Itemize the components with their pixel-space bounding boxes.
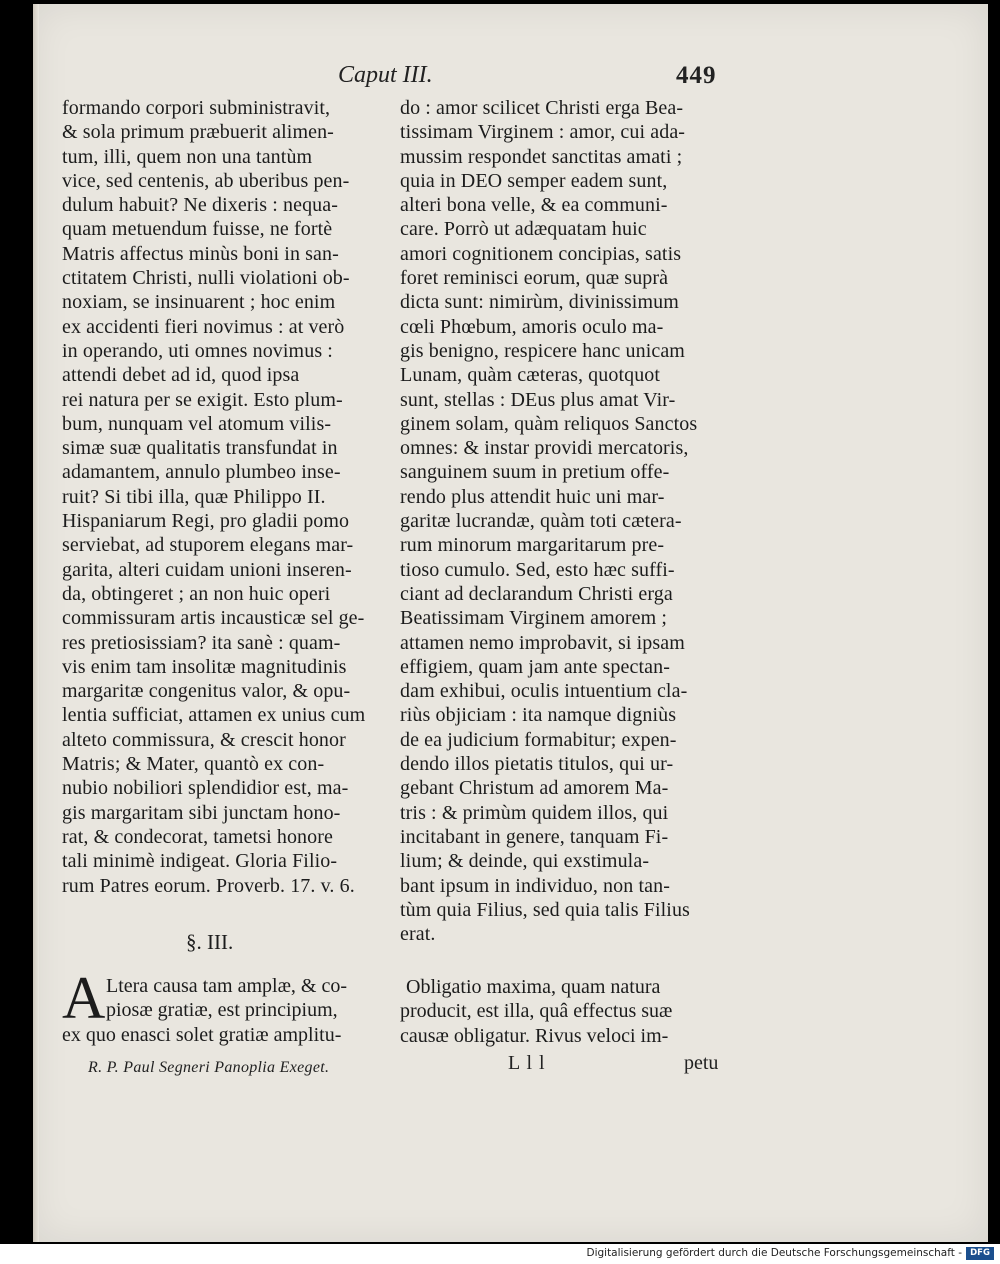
text-line: sanguinem suum in pretium offe- (400, 461, 670, 484)
text-line: bant ipsum in individuo, non tan- (400, 874, 670, 897)
text-line: lentia sufficiat, attamen ex unius cum (62, 704, 366, 727)
text-line: rendo plus attendit huic uni mar- (400, 485, 665, 508)
text-line: Lunam, quàm cæteras, quotquot (400, 364, 661, 387)
text-line: garita, alteri cuidam unioni inseren- (62, 558, 352, 581)
right-column-tail (400, 975, 730, 1048)
section-heading: §. III. (186, 930, 234, 954)
text-line: dendo illos pietatis titulos, qui ur- (400, 753, 674, 776)
text-line: adamantem, annulo plumbeo inse- (62, 461, 341, 484)
text-line: tum, illi, quem non una tantùm (62, 145, 313, 168)
section-opening (62, 965, 378, 1047)
text-line: formando corpori subministravit, (62, 97, 331, 119)
text-line: gis margaritam sibi junctam hono- (62, 801, 341, 824)
text-line: erat. (400, 923, 436, 946)
text-line: Beatissimam Virginem amorem ; (400, 607, 668, 630)
text-line: nubio nobiliori splendidior est, ma- (62, 777, 349, 800)
text-line: attendi debet ad id, quod ipsa (62, 364, 300, 387)
text-line: quia in DEO semper eadem sunt, (400, 169, 668, 192)
text-line: riùs objiciam : ita namque digniùs (400, 704, 677, 727)
text-line: incitabant in genere, tanquam Fi- (400, 825, 669, 848)
catchword: petu (684, 1052, 719, 1074)
text-line: in operando, uti omnes novimus : (62, 339, 333, 362)
text-line: rum minorum margaritarum pre- (400, 534, 665, 557)
running-head-title: Caput III. (338, 62, 433, 88)
text-line: commissuram artis incausticæ sel ge- (62, 607, 365, 630)
text-line: rum Patres eorum. Proverb. 17. v. 6. (62, 874, 355, 897)
page-number: 449 (676, 62, 717, 89)
text-line: ruit? Si tibi illa, quæ Philippo II. (62, 485, 326, 508)
text-line: tris : & primùm quidem illos, qui (400, 801, 669, 824)
text-line: dicta sunt: nimirùm, divinissimum (400, 291, 679, 314)
text-line: Hispaniarum Regi, pro gladii pomo (62, 510, 350, 533)
text-line: serviebat, ad stuporem elegans mar- (62, 534, 354, 557)
text-line: tioso cumulo. Sed, esto hæc suffi- (400, 558, 675, 581)
text-line: causæ obligatur. Rivus veloci im- (400, 1024, 669, 1047)
text-line: amori cognitionem concipias, satis (400, 242, 682, 265)
text-line: ciant ad declarandum Christi erga (400, 582, 673, 605)
text-line: attamen nemo improbavit, si ipsam (400, 631, 685, 654)
text-line: de ea judicium formabitur; expen- (400, 728, 677, 751)
text-line: producit, est illa, quâ effectus suæ (400, 1000, 673, 1023)
right-column (400, 96, 728, 946)
text-line: rei natura per se exigit. Esto plum- (62, 388, 343, 411)
text-line: effigiem, quam jam ante spectan- (400, 655, 670, 678)
text-line: vis enim tam insolitæ magnitudinis (62, 655, 347, 678)
text-line: tissimam Virginem : amor, cui ada- (400, 121, 686, 144)
text-line: Obligatio maxima, quam natura (406, 976, 661, 998)
text-line: mussim respondet sanctitas amati ; (400, 145, 683, 168)
text-line: rat, & condecorat, tametsi honore (62, 825, 333, 848)
text-line: cœli Phœbum, amoris oculo ma- (400, 315, 664, 338)
footer-signature: R. P. Paul Segneri Panoplia Exeget. (88, 1059, 330, 1076)
text-line: Matris affectus minùs boni in san- (62, 242, 339, 265)
text-line: vice, sed centenis, ab uberibus pen- (62, 169, 350, 192)
text-line: tali minimè indigeat. Gloria Filio- (62, 850, 338, 873)
text-line: bum, nunquam vel atomum vilis- (62, 412, 332, 435)
text-line: tùm quia Filius, sed quia talis Filius (400, 898, 690, 921)
text-line: da, obtingeret ; an non huic operi (62, 582, 331, 605)
text-line: lium; & deinde, qui exstimula- (400, 850, 650, 873)
text-line: margaritæ congenitus valor, & opu- (62, 680, 351, 703)
text-line: noxiam, se insinuarent ; hoc enim (62, 291, 336, 314)
text-line: ginem solam, quàm reliquos Sanctos (400, 412, 698, 435)
digitization-footer (0, 1244, 1000, 1264)
text-line: & sola primum præbuerit alimen- (62, 121, 334, 144)
page-edge (33, 4, 39, 1242)
left-column (62, 96, 378, 898)
drop-cap: A (62, 965, 106, 1031)
text-line: ctitatem Christi, nulli violationi ob- (62, 267, 350, 290)
text-line: piosæ gratiæ, est principium, (106, 999, 338, 1022)
text-line: ex accidenti fieri novimus : at verò (62, 315, 345, 338)
text-line: foret reminisci eorum, quæ suprà (400, 267, 669, 290)
text-line: garitæ lucrandæ, quàm toti cætera- (400, 510, 682, 533)
text-line: ex quo enasci solet gratiæ amplitu- (62, 1023, 342, 1046)
text-line: res pretiosissiam? ita sanè : quam- (62, 631, 341, 654)
text-line: Ltera causa tam amplæ, & co- (106, 975, 348, 997)
text-line: dulum habuit? Ne dixeris : nequa- (62, 194, 339, 217)
text-line: care. Porrò ut adæquatam huic (400, 218, 647, 241)
text-line: sunt, stellas : DEus plus amat Vir- (400, 388, 676, 411)
text-line: omnes: & instar providi mercatoris, (400, 437, 689, 460)
text-line: Matris; & Mater, quantò ex con- (62, 753, 325, 776)
text-line: gis benigno, respicere hanc unicam (400, 339, 685, 362)
text-line: quam metuendum fuisse, ne fortè (62, 218, 333, 241)
text-line: alteri bona velle, & ea communi- (400, 194, 668, 217)
dfg-logo-icon: DFG (966, 1247, 994, 1260)
text-line: do : amor scilicet Christi erga Bea- (400, 97, 684, 119)
text-line: simæ suæ qualitatis transfundat in (62, 437, 338, 460)
text-line: dam exhibui, oculis intuentium cla- (400, 680, 688, 703)
digitization-notice: Digitalisierung gefördert durch die Deutsche Forschungsgemeinschaft - (586, 1247, 962, 1259)
text-line: alteto commissura, & crescit honor (62, 728, 346, 751)
text-line: gebant Christum ad amorem Ma- (400, 777, 669, 800)
signature-mark: L l l (508, 1052, 546, 1074)
